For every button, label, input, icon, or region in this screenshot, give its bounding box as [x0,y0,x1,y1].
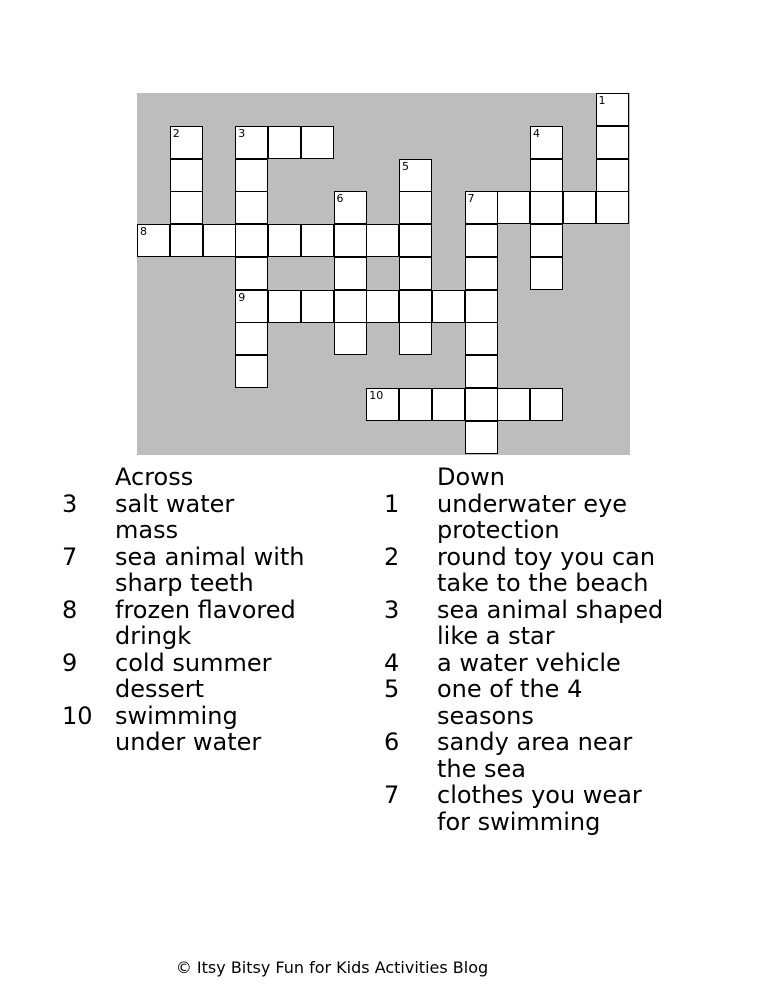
grid-cell[interactable] [596,93,629,126]
down-heading: Down [437,463,506,491]
grid-cell[interactable] [301,290,334,323]
down-clue [384,491,674,544]
clue-number: 8 [62,595,78,624]
across-clue [62,703,312,756]
grid-cell[interactable] [170,126,203,159]
clue-number: 5 [384,675,400,703]
grid-cell[interactable] [235,257,268,290]
clue-text: round toy you can take to the beach [437,542,656,597]
across-clue [62,491,312,544]
grid-cell[interactable] [465,355,498,388]
clue-number: 4 [384,648,400,677]
down-clue [384,729,674,782]
cell-number: 3 [238,126,246,140]
clue-number: 3 [384,595,400,624]
down-clue [384,597,674,650]
cell-number: 5 [402,159,409,173]
clue-number: 3 [62,489,78,518]
grid-cell[interactable] [497,388,530,421]
grid-cell[interactable] [137,224,170,257]
cell-number: 10 [369,388,384,402]
down-clue [384,676,674,729]
grid-cell[interactable] [530,126,563,159]
grid-cell[interactable] [334,290,367,323]
across-clue [62,544,312,597]
grid-cell[interactable] [334,191,367,224]
grid-cell[interactable] [334,322,367,355]
cell-number: 6 [336,192,344,206]
cell-number: 7 [467,192,475,206]
grid-cell[interactable] [268,224,301,257]
grid-cell[interactable] [530,224,563,257]
grid-cell[interactable] [301,126,334,159]
clue-number: 6 [384,728,400,756]
across-clue [62,597,312,650]
grid-cell[interactable] [530,159,563,192]
grid-cell[interactable] [399,322,432,355]
grid-cell[interactable] [235,290,268,323]
clue-text: sea animal shaped like a star [437,595,664,650]
grid-cell[interactable] [334,224,367,257]
down-clue [384,782,674,835]
cell-number: 2 [172,126,180,140]
grid-cell[interactable] [235,322,268,355]
grid-cell[interactable] [497,191,530,224]
grid-cell[interactable] [530,388,563,421]
copyright-footer: © Itsy Bitsy Fun for Kids Activities Blog [175,958,489,977]
across-heading: Across [115,463,194,491]
grid-cell[interactable] [399,191,432,224]
grid-cell[interactable] [235,159,268,192]
grid-cell[interactable] [399,257,432,290]
grid-cell[interactable] [399,224,432,257]
grid-cell[interactable] [530,257,563,290]
grid-cell[interactable] [170,191,203,224]
grid-cell[interactable] [301,224,334,257]
clue-text: a water vehicle [437,648,621,677]
clue-number: 10 [62,701,93,730]
clue-number: 9 [62,648,78,677]
down-clues [384,464,674,835]
clue-text: sandy area near the sea [437,728,633,783]
grid-cell[interactable] [465,290,498,323]
grid-cell[interactable] [465,421,498,454]
cell-number: 9 [238,290,246,304]
grid-cell[interactable] [170,159,203,192]
grid-cell[interactable] [530,191,563,224]
clue-number: 7 [384,781,400,809]
cell-number: 1 [598,94,606,107]
clue-text: sea animal with sharp teeth [115,542,305,597]
grid-cell[interactable] [203,224,236,257]
grid-cell[interactable] [399,388,432,421]
across-clues [62,464,312,756]
down-clue [384,544,674,597]
grid-cell[interactable] [563,191,596,224]
cell-number: 8 [140,225,147,238]
grid-cell[interactable] [465,257,498,290]
grid-cell[interactable] [465,388,498,421]
clue-number: 7 [62,542,78,571]
grid-cell[interactable] [596,159,629,192]
clue-number: 1 [384,489,400,518]
grid-cell[interactable] [596,126,629,159]
grid-cell[interactable] [465,322,498,355]
grid-cell[interactable] [170,224,203,257]
grid-cell[interactable] [334,257,367,290]
clue-text: frozen flavored dringk [115,595,296,650]
grid-cell[interactable] [268,290,301,323]
grid-cell[interactable] [465,224,498,257]
grid-cell[interactable] [432,290,465,323]
across-clue [62,650,312,703]
grid-cell[interactable] [366,290,399,323]
clue-number: 2 [384,542,400,571]
clue-text: one of the 4 seasons [437,675,583,730]
crossword-grid [137,93,630,455]
clue-text: swimming under water [115,701,262,756]
grid-cell[interactable] [432,388,465,421]
grid-cell[interactable] [235,191,268,224]
grid-cell[interactable] [235,224,268,257]
cell-number: 4 [533,126,540,140]
grid-cell[interactable] [366,388,399,421]
down-clue [384,650,674,677]
grid-cell[interactable] [596,191,629,224]
clue-text: salt water mass [115,489,235,544]
clue-text: cold summer dessert [115,648,272,703]
grid-cell[interactable] [465,191,498,224]
clue-text: underwater eye protection [437,489,628,544]
grid-cell[interactable] [399,159,432,192]
clue-text: clothes you wear for swimming [437,781,642,836]
grid-cell[interactable] [235,355,268,388]
grid-cell[interactable] [268,126,301,159]
grid-cell[interactable] [366,224,399,257]
grid-cell[interactable] [235,126,268,159]
grid-cell[interactable] [399,290,432,323]
